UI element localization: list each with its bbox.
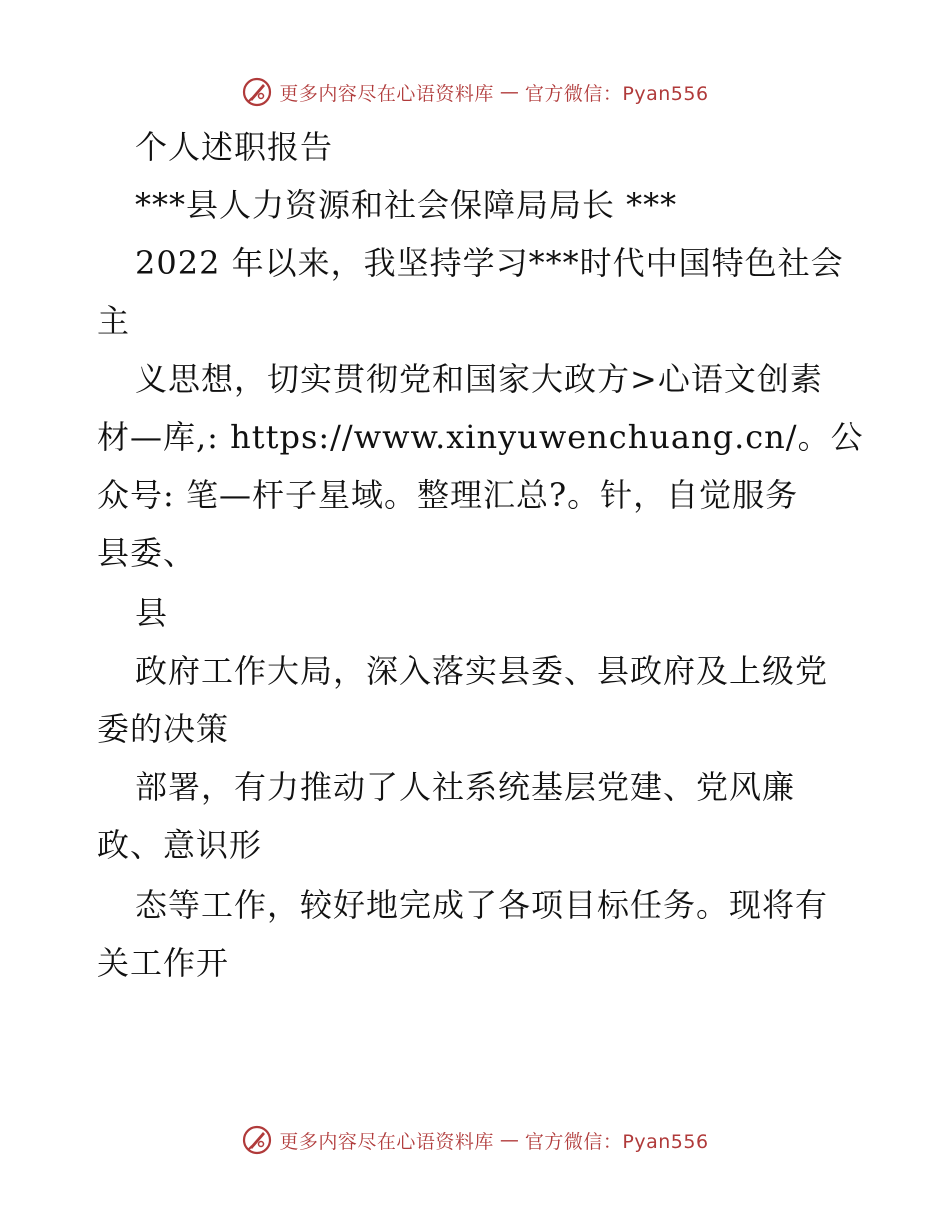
body-line: 态等工作，较好地完成了各项目标任务。现将有: [135, 886, 829, 924]
watermark-contact: 官方微信：Pyan556: [524, 82, 709, 105]
body-line: 众号: 笔—杆子星域。整理汇总?。针，自觉服务: [97, 476, 799, 514]
watermark-contact: 官方微信：Pyan556: [524, 1130, 709, 1153]
watermark-text: 更多内容尽在心语资料库: [279, 82, 494, 105]
body-line: 材—库,: https://www.xinyuwenchuang.cn/。公: [97, 418, 864, 456]
body-line: 政、意识形: [97, 826, 263, 864]
watermark-separator: —: [499, 81, 519, 103]
body-line: 政府工作大局，深入落实县委、县政府及上级党: [135, 652, 829, 690]
body-line: 县委、: [97, 534, 197, 572]
body-line: 义思想，切实贯彻党和国家大政方>心语文创素: [135, 360, 823, 398]
footer-watermark: [0, 1120, 950, 1160]
watermark-text: 更多内容尽在心语资料库: [279, 1130, 494, 1153]
body-line: 部署，有力推动了人社系统基层党建、党风廉: [135, 768, 796, 806]
author-line: ***县人力资源和社会保障局局长 ***: [135, 186, 678, 224]
watermark-separator: —: [499, 1129, 519, 1151]
body-line: 关工作开: [97, 944, 230, 982]
header-watermark: [0, 72, 950, 112]
quill-pen-logo-icon: [241, 76, 273, 108]
body-line: 主: [97, 302, 131, 340]
quill-pen-logo-icon: [241, 1124, 273, 1156]
body-line: 委的决策: [97, 710, 230, 748]
body-line: 2022 年以来，我坚持学习***时代中国特色社会: [135, 244, 844, 282]
document-title: 个人述职报告: [135, 128, 334, 166]
body-line: 县: [135, 594, 169, 632]
